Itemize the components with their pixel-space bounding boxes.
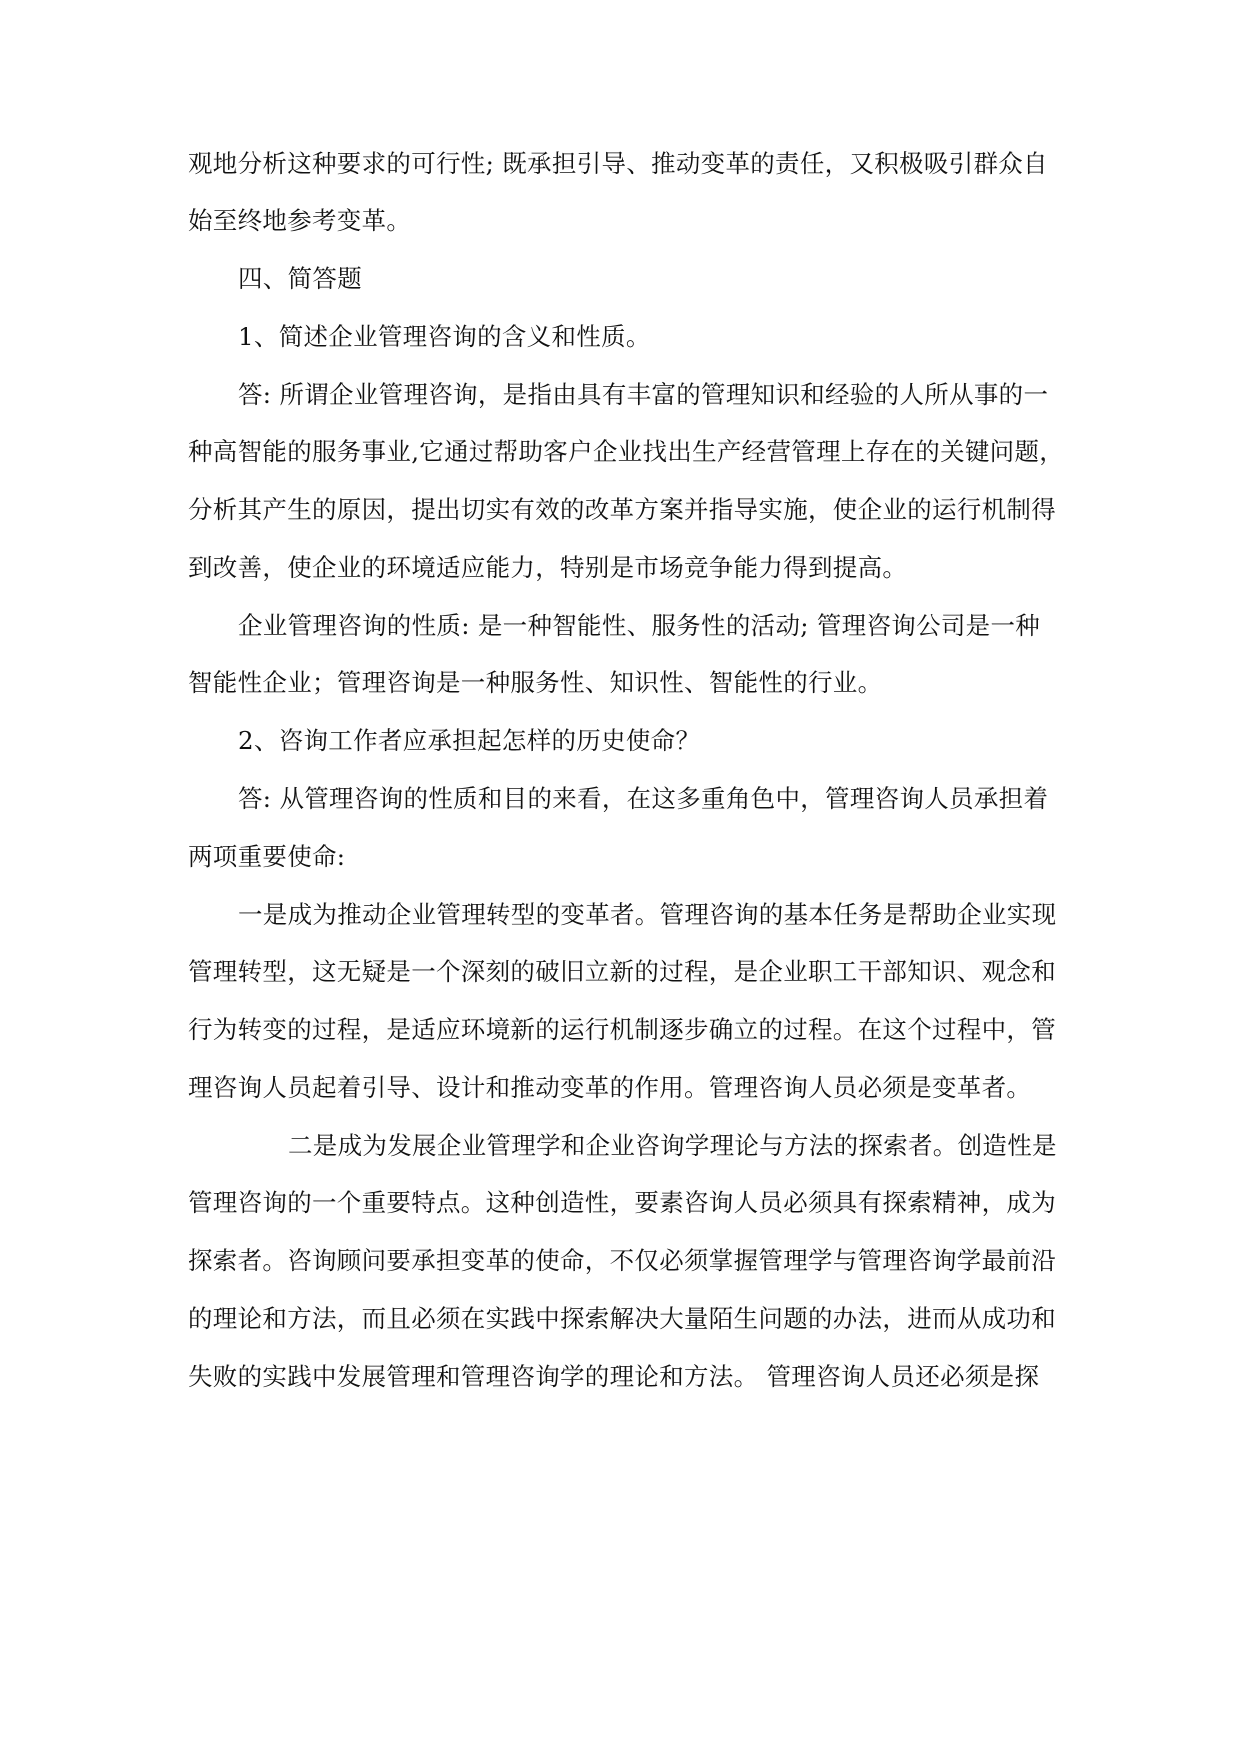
text-line: 行为转变的过程，是适应环境新的运行机制逐步确立的过程。在这个过程中，管 <box>188 1015 1056 1044</box>
text-line: 管理咨询的一个重要特点。这种创造性，要素咨询人员必须具有探索精神，成为 <box>188 1188 1056 1217</box>
text-line: 理咨询人员起着引导、设计和推动变革的作用。管理咨询人员必须是变革者。 <box>188 1073 1032 1102</box>
text-line: 企业管理咨询的性质: 是一种智能性、服务性的活动; 管理咨询公司是一种 <box>238 611 1041 640</box>
question-heading: 2、咨询工作者应承担起怎样的历史使命？ <box>238 726 701 755</box>
text-line: 分析其产生的原因，提出切实有效的改革方案并指导实施，使企业的运行机制得 <box>188 495 1056 524</box>
text-line: 始至终地参考变革。 <box>188 206 412 235</box>
text-line: 探索者。咨询顾问要承担变革的使命，不仅必须掌握管理学与管理咨询学最前沿 <box>188 1246 1056 1275</box>
text-line: 管理转型，这无疑是一个深刻的破旧立新的过程，是企业职工干部知识、观念和 <box>188 957 1056 986</box>
text-line: 一是成为推动企业管理转型的变革者。管理咨询的基本任务是帮助企业实现 <box>238 900 1057 929</box>
text-line: 二是成为发展企业管理学和企业咨询学理论与方法的探索者。创造性是 <box>288 1131 1057 1160</box>
text-line: 观地分析这种要求的可行性; 既承担引导、推动变革的责任，又积极吸引群众自 <box>188 149 1048 178</box>
text-line: 两项重要使命: <box>188 842 346 871</box>
text-line: 种高智能的服务事业,它通过帮助客户企业找出生产经营管理上存在的关键问题， <box>188 437 1065 466</box>
text-line: 答: 从管理咨询的性质和目的来看，在这多重角色中，管理咨询人员承担着 <box>238 784 1049 813</box>
text-line: 的理论和方法，而且必须在实践中探索解决大量陌生问题的办法，进而从成功和 <box>188 1304 1056 1333</box>
text-line: 智能性企业；管理咨询是一种服务性、知识性、智能性的行业。 <box>188 668 883 697</box>
text-line: 失败的实践中发展管理和管理咨询学的理论和方法。 管理咨询人员还必须是探 <box>188 1362 1040 1391</box>
section-heading: 四、简答题 <box>238 264 362 293</box>
question-heading: 1、简述企业管理咨询的含义和性质。 <box>238 322 651 351</box>
text-line: 答: 所谓企业管理咨询，是指由具有丰富的管理知识和经验的人所从事的一 <box>238 380 1049 409</box>
text-line: 到改善，使企业的环境适应能力，特别是市场竞争能力得到提高。 <box>188 553 908 582</box>
